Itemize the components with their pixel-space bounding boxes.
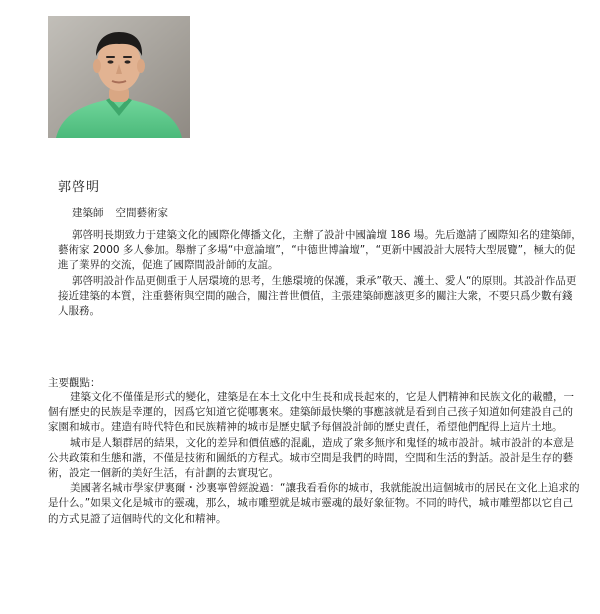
main-views-heading: 主要觀點： (48, 377, 101, 389)
views-paragraph: 建築文化不僅僅是形式的變化，建築是在本土文化中生長和成長起來的，它是人們精神和民族文化的載體，一個有歷史的民族是幸運的，因爲它知道它從哪裏來。建築師最快樂的事應該就是看到自己孩子知道如何建設自己的家園和城市。建造有時代特色和民族精神的城市是歷史賦予每個設計師的歷史責任，希望他們配得上這片土地。 (48, 391, 574, 434)
views-paragraph: 美國著名城市學家伊裏爾・沙裏寧曾經說過：“讓我看看你的城市，我就能說出這個城市的居民在文化上追求的是什么。”如果文化是城市的靈魂，那么，城市雕塑就是城市靈魂的最好象征物。不同的時代，城市雕塑都以它自己的方式見證了這個時代的文化和精神。 (48, 482, 580, 525)
person-name: 郭啓明 (58, 180, 101, 195)
main-views (48, 390, 582, 527)
biography (58, 228, 582, 319)
views-paragraph: 城市是人類群居的結果，文化的差异和價值感的混亂，造成了衆多無序和鬼怪的城市設計。城市設計的本意是公共政策和生態和諧，不僅是技術和圖紙的方程式。城市空間是我們的時間，空間和生活的對話。設計是生存的藝術，設定一個新的美好生活，有計劃的去實現它。 (48, 436, 574, 480)
role-architect: 建築師 (72, 207, 104, 219)
bio-paragraph: 郭啓明設計作品更側重于人居環境的思考，生態環境的保護，秉承”敬天、護土、愛人“的原則。其設計作品更接近建築的本質，注重藝術與空間的融合，關注普世價值，主張建築師應該更多的關注大衆，不要只爲少數有錢人服務。 (58, 274, 577, 318)
role-space-artist: 空間藝術家 (115, 207, 168, 219)
bio-paragraph: 郭啓明長期致力于建築文化的國際化傳播文化，主辦了設計中國論壇 186 場。先后邀請了國際知名的建築師，藝術家 2000 多人參加。舉辦了多場“中意論壇”，“中德世博論壇”，“更新中國設計大展特大型展覽”，極大的促進了業界的交流，促進了國際間設計師的友誼。 (58, 229, 582, 272)
portrait-photo (48, 16, 190, 138)
portrait-illustration (48, 16, 190, 138)
person-roles (72, 206, 168, 220)
